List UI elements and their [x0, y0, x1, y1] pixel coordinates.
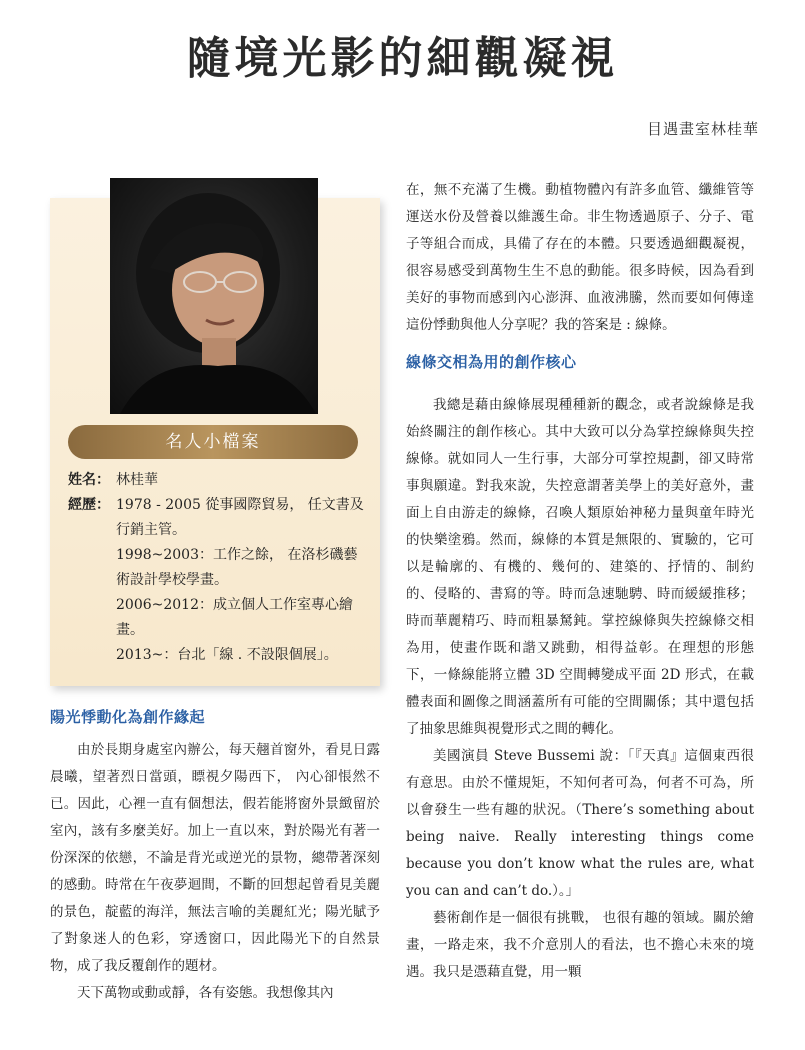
profile-details [68, 468, 368, 668]
paragraph: 我總是藉由線條展現種種新的觀念，或者說線條是我始終關注的創作核心。其中大致可以分為掌控線條與失控線條。就如同人一生行事，大部分可掌控規劃，卻又時常事與願違。對我來說，失控意謂著美學上的美好意外，畫面上自由游走的線條，召喚人類原始神秘力量與童年時光的快樂塗鴉。然而，線條的本質是無限的、實驗的，它可以是輪廓的、有機的、幾何的、建築的、抒情的、制約的、侵略的、書寫的等。時而急速馳騁、時而緩緩推移；時而華麗精巧、時而粗暴駑鈍。掌控線條與失控線條交相為用，使畫作既和諧又跳動，相得益彰。在理想的形態下，一條線能將立體 3D 空間轉變成平面 2D 形式，在載體表面和圖像之間涵蓋所有可能的空間關係；其中還包括了抽象思維與視覺形式之間的轉化。 [406, 397, 754, 737]
paragraph: 由於長期身處室內辦公，每天翹首窗外，看見日露晨曦，望著烈日當頭，瞟視夕陽西下， 內心卻悵然不已。因此，心裡一直有個想法，假若能將窗外景緻留於室內，該有多麼美好。加上一直以來，對於陽光有著一份深深的依戀，不論是背光或逆光的景物，總帶著深刻的感動。時常在午夜夢迴間，不斷的回想起曾看見美麗的景色，靛藍的海洋，無法言喻的美麗紅光；陽光賦予了對象迷人的色彩，穿透窗口，因此陽光下的自然景物，成了我反覆創作的題材。 [50, 742, 380, 974]
portrait-photo [110, 178, 318, 414]
left-section-heading: 陽光悸動化為創作緣起 [50, 708, 206, 726]
name-value: 林桂華 [116, 472, 158, 488]
page-title: 隨境光影的細觀凝視 [186, 33, 619, 84]
experience-item: 2006~2012：成立個人工作室專心繪畫。 [116, 597, 353, 638]
experience-item: 1978 - 2005 從事國際貿易， 任文書及行銷主管。 [116, 497, 364, 538]
intro-paragraph: 在，無不充滿了生機。動植物體內有許多血管、纖維管等運送水份及營養以維護生命。非生物透過原子、分子、電子等組合而成，具備了存在的本體。只要透過細觀凝視，很容易感受到萬物生生不息的動能。很多時候，因為看到美好的事物而感到內心澎湃、血液沸騰，然而要如何傳達這份悸動與他人分享呢？我的答案是 : 線條。 [406, 182, 754, 333]
experience-item: 2013~：台北「線 . 不設限個展」。 [116, 647, 338, 663]
profile-experience-row [68, 493, 368, 543]
experience-item: 1998~2003：工作之餘， 在洛杉磯藝術設計學校學畫。 [116, 547, 358, 588]
paragraph: 天下萬物或動或靜，各有姿態。我想像其內 [77, 985, 334, 1001]
profile-name-row [68, 468, 368, 493]
right-column [406, 177, 754, 986]
name-label: 姓名： [68, 472, 110, 488]
author-byline: 目遇畫室林桂華 [646, 120, 759, 138]
paragraph: 美國演員 Steve Bussemi 說：「『天真』這個東西很有意思。由於不懂規矩，不知何者可為，何者不可為，所以會發生一些有趣的狀況。（There’s something about being naive. Really interesting things come because you don’t know what the rules are, what you can and can’t do.）。」 [406, 748, 754, 899]
paragraph: 藝術創作是一個很有挑戰， 也很有趣的領域。關於繪畫，一路走來，我不介意別人的看法，也不擔心未來的境遇。我只是憑藉直覺，用一顆 [406, 910, 754, 980]
left-column [50, 737, 380, 1007]
right-section-heading: 線條交相為用的創作核心 [406, 353, 577, 371]
profile-banner: 名人小檔案 [68, 425, 358, 459]
experience-label: 經歷： [68, 497, 110, 513]
